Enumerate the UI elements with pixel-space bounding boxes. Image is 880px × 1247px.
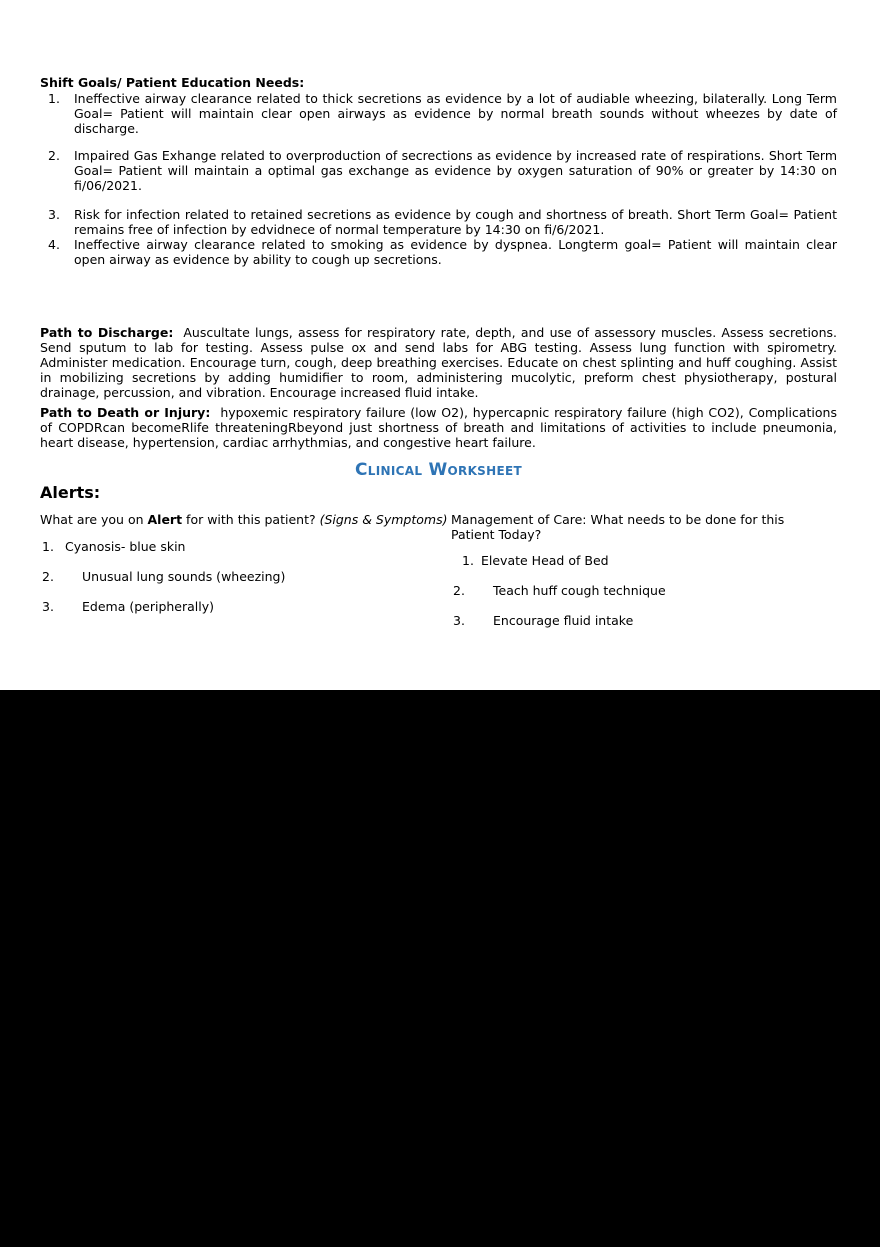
alert-item-1: [40, 539, 451, 554]
management-heading: Management of Care: What needs to be done for this Patient Today?: [451, 512, 785, 542]
alerts-question-bold: Alert: [147, 512, 183, 527]
list-number: 4.: [48, 237, 60, 252]
shift-goal-item-2: [40, 148, 837, 193]
management-item-2: [451, 583, 826, 598]
shift-goal-item-4: [40, 237, 837, 267]
list-item-text: Edema (peripherally): [82, 598, 215, 614]
management-column: [451, 513, 826, 643]
list-number: 2.: [42, 568, 54, 584]
list-number: 3.: [42, 598, 54, 614]
list-number: 1.: [42, 538, 54, 554]
list-item-text: Ineffective airway clearance related to smoking as evidence by dyspnea. Longterm goal= Patient will maintain clear open airway as evidence by ability to cough up secretions.: [74, 237, 837, 267]
shift-goals-section: [40, 75, 837, 267]
list-item-text: Risk for infection related to retained secretions as evidence by cough and shortness of breath. Short Term Goal= Patient remains free of infection by edvidnece of normal temperature by 14:30 on fi/6/2021.: [74, 207, 837, 237]
alerts-question: [40, 513, 451, 528]
shift-goal-item-1: [40, 91, 837, 136]
alerts-question-pre: What are you on: [40, 512, 148, 527]
clinical-worksheet-title: Clinical Worksheet: [355, 460, 522, 480]
alert-item-2: [40, 569, 451, 584]
shift-goals-list: [40, 91, 837, 267]
black-footer-area: [0, 690, 880, 1247]
alerts-question-italic: (Signs & Symptoms): [319, 512, 448, 527]
list-number: 3.: [453, 613, 465, 628]
path-to-death-text: hypoxemic respiratory failure (low O2), hypercapnic respiratory failure (high CO2), Complications of COPDRcan becomeRlife threateningRbeyond just shortness of breath and limitations of activities to include pneumonia, heart disease, hypertension, cardiac arrhythmias, and congestive heart failure.: [40, 405, 837, 450]
shift-goal-item-3: [40, 207, 837, 237]
list-number: 1.: [462, 553, 474, 568]
alert-item-3: [40, 599, 451, 614]
list-item-text: Unusual lung sounds (wheezing): [82, 568, 286, 584]
list-number: 1.: [48, 91, 60, 106]
alerts-heading: Alerts:: [40, 483, 101, 502]
path-to-discharge-label: Path to Discharge:: [40, 325, 174, 340]
list-item-text: Cyanosis- blue skin: [65, 538, 186, 554]
management-item-1: [451, 553, 826, 568]
alerts-question-mid: for with this patient?: [182, 512, 320, 527]
list-number: 2.: [48, 148, 60, 163]
path-to-death-paragraph: [40, 405, 837, 450]
list-number: 3.: [48, 207, 60, 222]
management-item-3: [451, 613, 826, 628]
list-item-text: Elevate Head of Bed: [481, 553, 609, 568]
alerts-columns: [40, 513, 837, 643]
path-to-death-label: Path to Death or Injury:: [40, 405, 211, 420]
shift-goals-heading: Shift Goals/ Patient Education Needs:: [40, 75, 305, 90]
path-to-discharge-text: Auscultate lungs, assess for respiratory rate, depth, and use of assessory muscles. Assess secretions. Send sputum to lab for testing. Assess pulse ox and send labs for ABG testing. Assess lung function with spirometry. Administer medication. Encourage turn, cough, deep breathing exercises. Educate on chest splinting and huff coughing. Assist in mobilizing secretions by adding humidifier to room, administering mucolytic, preform chest physiotherapy, postural drainage, percussion, and vibration. Encourage increased fluid intake.: [40, 325, 837, 400]
alerts-column: [40, 513, 451, 643]
list-item-text: Encourage fluid intake: [493, 613, 634, 628]
path-to-discharge-paragraph: [40, 325, 837, 400]
list-item-text: Impaired Gas Exhange related to overproduction of secrections as evidence by increased rate of respirations. Short Term Goal= Patient will maintain a optimal gas exchange as evidence by oxygen saturation of 90% or greater by 14:30 on fi/06/2021.: [74, 148, 837, 193]
list-item-text: Ineffective airway clearance related to thick secretions as evidence by a lot of audiable wheezing, bilaterally. Long Term Goal= Patient will maintain clear open airways as evidence by normal breath sounds without wheezes by date of discharge.: [74, 91, 837, 136]
list-item-text: Teach huff cough technique: [493, 583, 666, 598]
list-number: 2.: [453, 583, 465, 598]
